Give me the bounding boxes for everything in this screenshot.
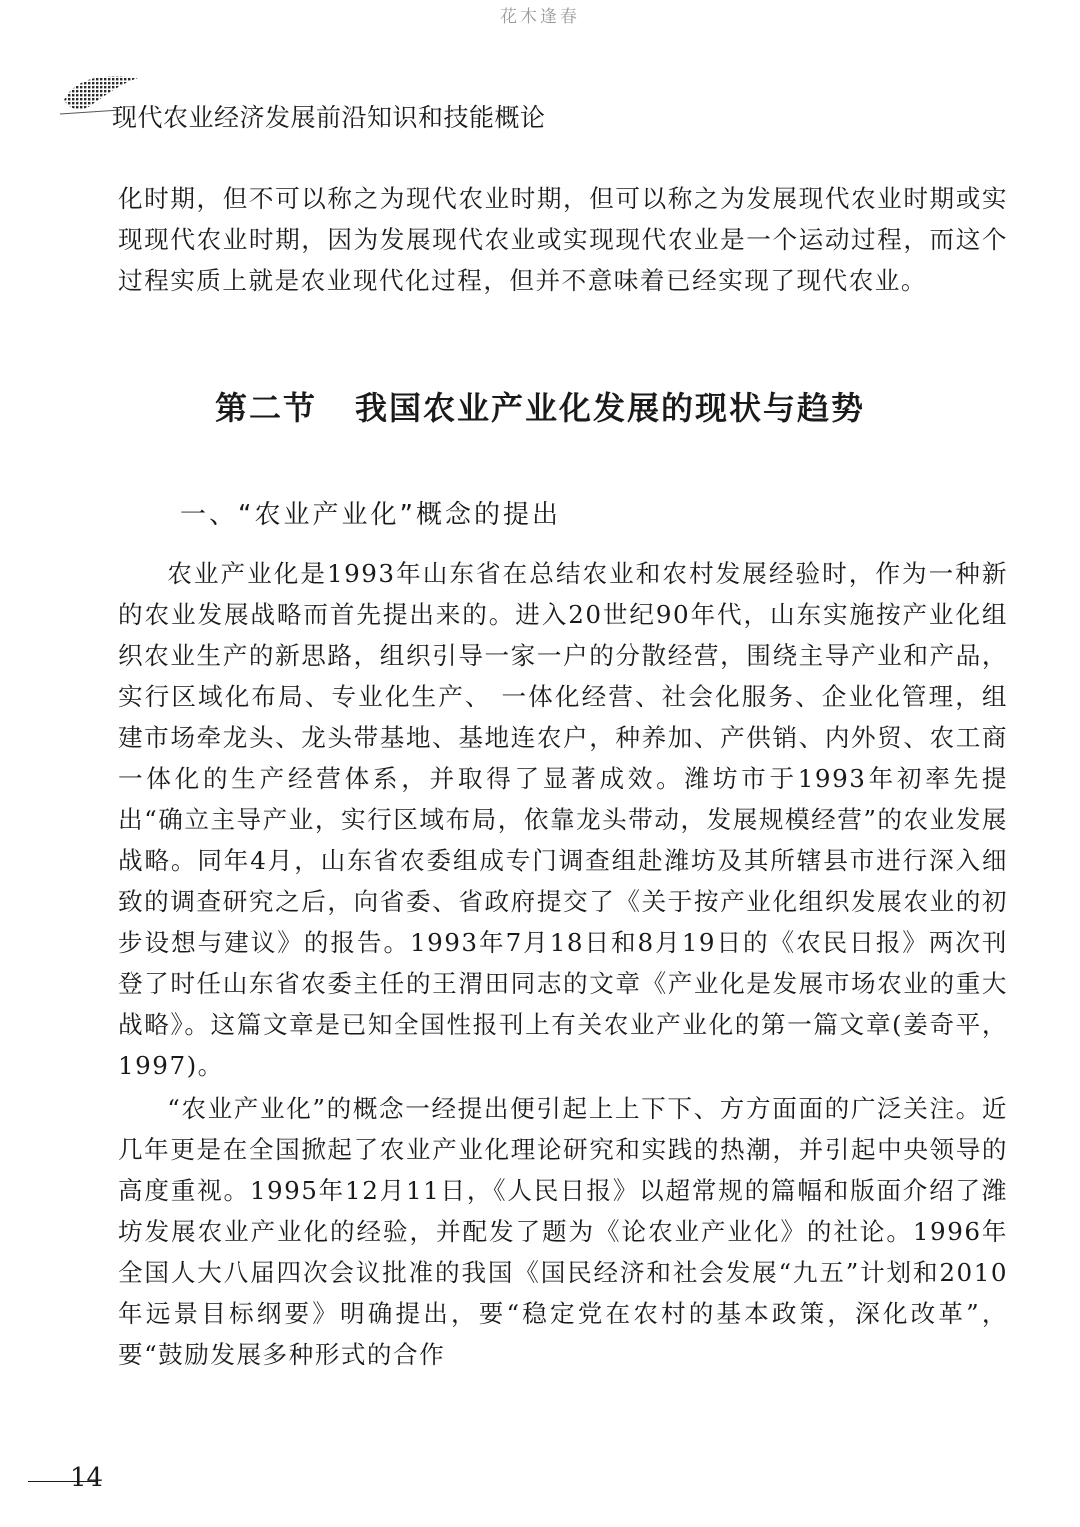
continuation-paragraph-block	[118, 178, 1008, 301]
body-paragraph-2: “农业产业化”的概念一经提出便引起上上下下、方方面面的广泛关注。近几年更是在全国掀起了农业产业化理论研究和实践的热潮，并引起中央领导的高度重视。1995年12月11日，《人民日报》以超常规的篇幅和版面介绍了潍坊发展农业产业化的经验，并配发了题为《论农业产业化》的社论。1996年全国人大八届四次会议批准的我国《国民经济和社会发展“九五”计划和2010年远景目标纲要》明确提出，要“稳定党在农村的基本政策，深化改革”，要“鼓励发展多种形式的合作	[118, 1094, 1008, 1369]
body-paragraph-1: 农业产业化是1993年山东省在总结农业和农村发展经验时，作为一种新的农业发展战略而首先提出来的。进入20世纪90年代，山东实施按产业化组织农业生产的新思路，组织引导一家一户的分散经营，围绕主导产业和产品，实行区域化布局、专业化生产、 一体化经营、社会化服务、企业化管理，组建市场牵龙头、龙头带基地、基地连农户，种养加、产供销、内外贸、农工商一体化的生产经营体系，并取得了显著成效。潍坊市于1993年初率先提出“确立主导产业，实行区域布局，依靠龙头带动，发展规模经营”的农业发展战略。同年4月，山东省农委组成专门调查组赴潍坊及其所辖县市进行深入细致的调查研究之后，向省委、省政府提交了《关于按产业化组织发展农业的初步设想与建议》的报告。1993年7月18日和8月19日的《农民日报》两次刊登了时任山东省农委主任的王渭田同志的文章《产业化是发展市场农业的重大战略》。这篇文章是已知全国性报刊上有关农业产业化的第一篇文章(姜奇平，1997)。	[118, 559, 1008, 1080]
running-header-title: 现代农业经济发展前沿知识和技能概论	[112, 103, 546, 132]
continuation-paragraph: 化时期，但不可以称之为现代农业时期，但可以称之为发展现代农业时期或实现现代农业时期，因为发展现代农业或实现现代农业是一个运动过程，而这个过程实质上就是农业现代化过程，但并不意味着已经实现了现代农业。	[118, 184, 1008, 295]
section-title-text: 我国农业产业化发展的现状与趋势	[355, 389, 866, 427]
watermark-text: 花木逢春	[500, 7, 580, 27]
section-number: 第二节	[214, 389, 317, 427]
body-text	[118, 553, 1008, 1375]
section-heading	[0, 383, 1080, 429]
subsection-heading: 一、“农业产业化”概念的提出	[180, 500, 561, 530]
page-number: 14	[70, 1463, 104, 1493]
